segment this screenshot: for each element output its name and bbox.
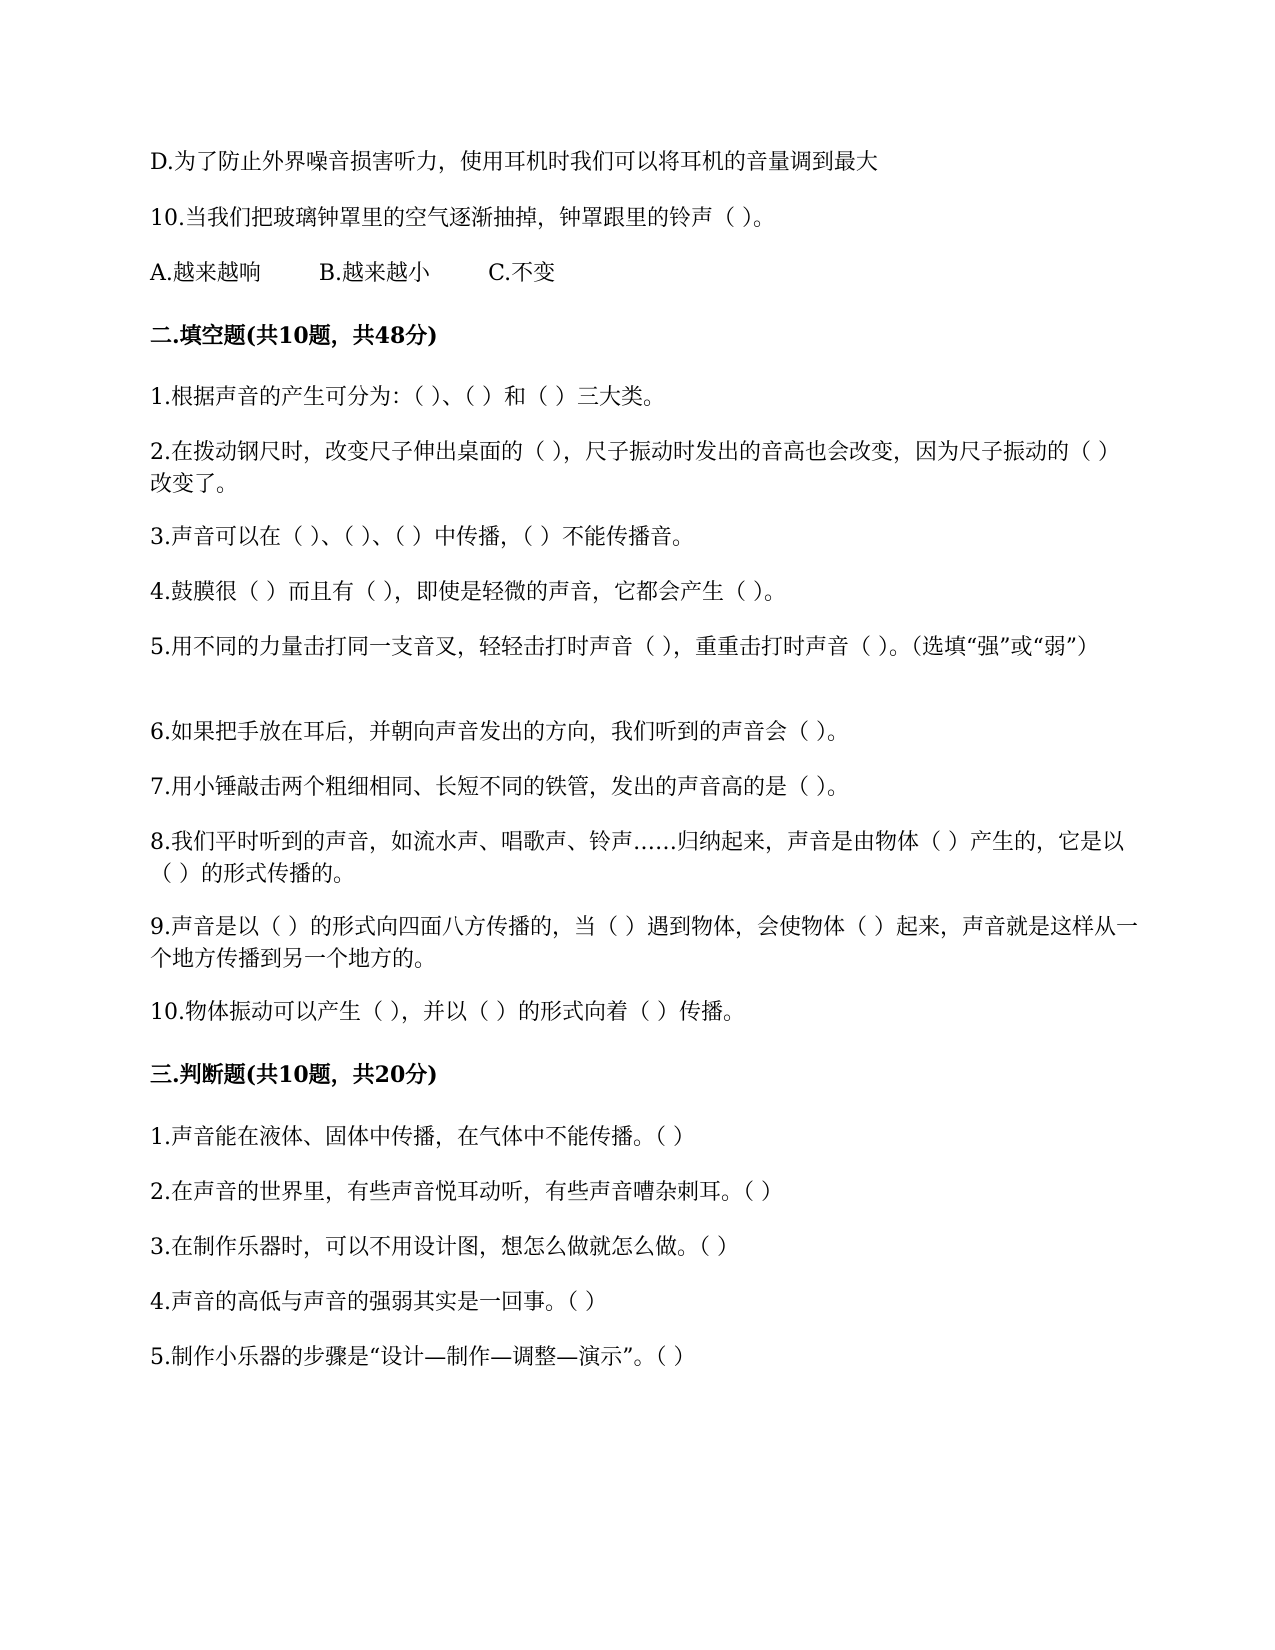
fill-in-item-1: 1.根据声音的产生可分为：（ ）、（ ）和（ ）三大类。 xyxy=(150,385,665,410)
section-heading-fill-in: 二.填空题(共10题，共48分) xyxy=(150,323,438,349)
question-10: 10.当我们把玻璃钟罩里的空气逐渐抽掉，钟罩跟里的铃声（ ）。 xyxy=(150,206,775,231)
fill-in-item-4: 4.鼓膜很（ ）而且有（ ），即使是轻微的声音，它都会产生（ ）。 xyxy=(150,580,786,605)
section-heading-true-false: 三.判断题(共10题，共20分) xyxy=(150,1062,438,1088)
true-false-item-4: 4.声音的高低与声音的强弱其实是一回事。（ ） xyxy=(150,1290,607,1315)
true-false-item-2: 2.在声音的世界里，有些声音悦耳动听，有些声音嘈杂刺耳。（ ） xyxy=(150,1180,783,1205)
fill-in-item-9: 9.声音是以（ ）的形式向四面八方传播的，当（ ）遇到物体，会使物体（ ）起来，声音就是这样从一个地方传播到另一个地方的。 xyxy=(150,915,1138,972)
option-a: A.越来越响 xyxy=(150,261,261,286)
fill-in-item-2: 2.在拨动钢尺时，改变尺子伸出桌面的（ ），尺子振动时发出的音高也会改变，因为尺子振动的（ ）改变了。 xyxy=(150,440,1120,497)
question-10-options xyxy=(150,258,1140,290)
option-b: B.越来越小 xyxy=(318,261,431,286)
true-false-item-1: 1.声音能在液体、固体中传播，在气体中不能传播。（ ） xyxy=(150,1125,695,1150)
question-9-option-d: D.为了防止外界噪音损害听力，使用耳机时我们可以将耳机的音量调到最大 xyxy=(150,150,878,175)
fill-in-item-10: 10.物体振动可以产生（ ），并以（ ）的形式向着（ ）传播。 xyxy=(150,1000,745,1025)
option-c: C.不变 xyxy=(488,261,556,286)
fill-in-item-8: 8.我们平时听到的声音，如流水声、唱歌声、铃声……归纳起来，声音是由物体（ ）产生的，它是以（ ）的形式传播的。 xyxy=(150,830,1124,887)
true-false-item-3: 3.在制作乐器时，可以不用设计图，想怎么做就怎么做。（ ） xyxy=(150,1235,739,1260)
fill-in-item-7: 7.用小锤敲击两个粗细相同、长短不同的铁管，发出的声音高的是（ ）。 xyxy=(150,775,849,800)
fill-in-item-6: 6.如果把手放在耳后，并朝向声音发出的方向，我们听到的声音会（ ）。 xyxy=(150,720,849,745)
true-false-item-5: 5.制作小乐器的步骤是“设计—制作—调整—演示”。（ ） xyxy=(150,1345,696,1370)
fill-in-item-3: 3.声音可以在（ ）、（ ）、（ ）中传播，（ ）不能传播音。 xyxy=(150,525,694,550)
fill-in-item-5: 5.用不同的力量击打同一支音叉，轻轻击打时声音（ ），重重击打时声音（ ）。（选填“强”或“弱”） xyxy=(150,635,1099,660)
